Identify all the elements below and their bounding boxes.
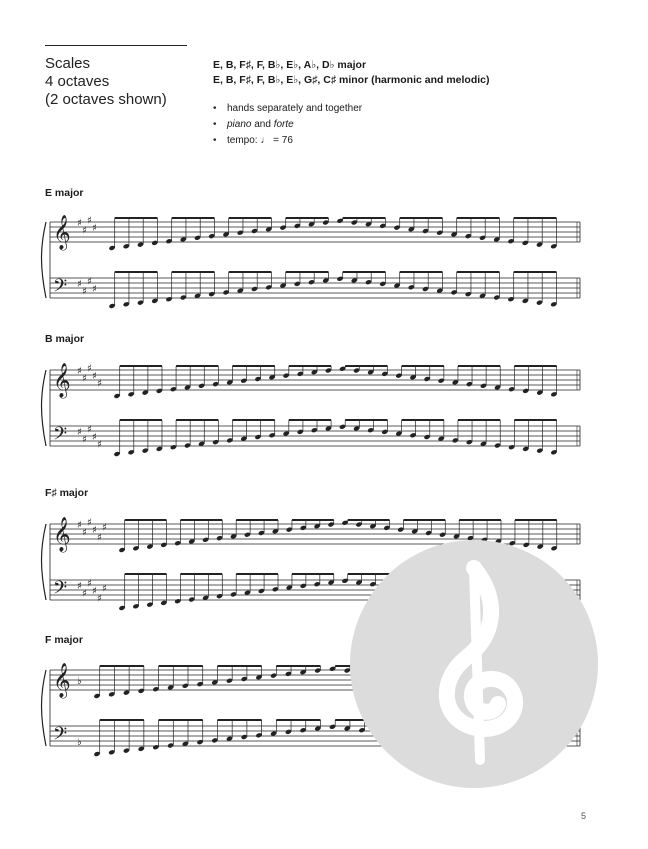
brace: [42, 370, 47, 446]
bullet-italic: forte: [273, 119, 294, 130]
brace: [42, 524, 47, 600]
key-signature-accidental: ♯: [102, 522, 107, 534]
key-signature-accidental: ♯: [77, 279, 82, 290]
bullet-dot: •: [213, 119, 217, 130]
key-signature-accidental: ♯: [77, 366, 82, 377]
key-signature-accidental: ♯: [102, 583, 107, 595]
key-signature-accidental: ♯: [82, 225, 87, 237]
title-line: 4 octaves: [45, 73, 110, 90]
bullet-dot: •: [213, 103, 217, 114]
key-signature-accidental: ♯: [82, 527, 87, 539]
bullet-text: hands separately and together: [227, 103, 363, 114]
key-signature-accidental: ♯: [87, 578, 92, 590]
key-signature-accidental: ♯: [92, 432, 97, 443]
key-signature-accidental: ♯: [77, 427, 82, 438]
bass-clef-icon: 𝄢: [53, 424, 68, 449]
bullet-dot: •: [213, 135, 217, 146]
key-signature-accidental: ♯: [82, 588, 87, 600]
key-signature-accidental: ♯: [82, 373, 87, 385]
bullet-italic: piano: [227, 119, 252, 130]
page-number: 5: [580, 811, 586, 821]
scale-requirements: [213, 58, 613, 149]
key-signature-accidental: ♯: [97, 532, 102, 544]
bullet-item: [213, 101, 613, 117]
bullet-item: [213, 133, 613, 149]
brace: [42, 670, 47, 746]
key-signature-accidental: ♯: [92, 586, 97, 597]
key-signature-accidental: ♯: [77, 581, 82, 592]
b-major-system: [0, 348, 648, 478]
key-signature-accidental: ♯: [87, 276, 92, 288]
minor-keys-line: E, B, F♯, F, B♭, E♭, G♯, C♯ minor (harmonic and melodic): [213, 74, 490, 86]
key-signature-accidental: ♯: [92, 371, 97, 382]
key-signature-accidental: ♯: [77, 520, 82, 531]
scale-label: F major: [45, 634, 83, 646]
treble-clef-watermark-icon: [348, 538, 600, 790]
key-signature-accidental: ♭: [77, 676, 82, 687]
bullet-list: [213, 101, 613, 149]
key-signature-accidental: ♯: [82, 434, 87, 446]
treble-clef-icon: 𝄞: [53, 215, 71, 250]
title-line: (2 octaves shown): [45, 91, 167, 108]
key-signature-accidental: ♯: [97, 439, 102, 451]
bass-clef-icon: 𝄢: [53, 276, 68, 301]
treble-clef-icon: 𝄞: [53, 517, 71, 552]
scale-label: F♯ major: [45, 487, 89, 499]
bass-clef-icon: 𝄢: [53, 578, 68, 603]
key-signature-accidental: ♯: [97, 593, 102, 605]
treble-clef-icon: 𝄞: [53, 363, 71, 398]
bullet-text: tempo:: [227, 135, 261, 146]
bullet-text: and: [251, 119, 274, 130]
treble-clef-icon: 𝄞: [53, 663, 71, 698]
key-signature-accidental: ♯: [92, 284, 97, 295]
tempo-marking: ♩ = 76: [260, 135, 293, 146]
e-major-system: [0, 200, 648, 330]
bass-clef-icon: 𝄢: [53, 724, 68, 749]
title-line: Scales: [45, 55, 91, 72]
brace: [42, 222, 47, 298]
bullet-item: [213, 117, 613, 133]
page-title: [45, 55, 205, 109]
key-signature-accidental: ♯: [92, 223, 97, 234]
key-signature-accidental: ♯: [97, 378, 102, 390]
key-signature-accidental: ♯: [87, 517, 92, 529]
scale-label: E major: [45, 187, 84, 199]
key-signature-accidental: ♯: [82, 286, 87, 298]
key-signature-accidental: ♯: [87, 424, 92, 436]
major-keys-line: E, B, F♯, F, B♭, E♭, A♭, D♭ major: [213, 59, 367, 71]
key-signature-accidental: ♯: [92, 525, 97, 536]
key-signature-accidental: ♯: [87, 363, 92, 375]
header-rule: [45, 45, 187, 46]
scale-label: B major: [45, 333, 85, 345]
key-signature-accidental: ♯: [87, 215, 92, 227]
key-signature-accidental: ♭: [77, 737, 82, 748]
key-signature-accidental: ♯: [77, 218, 82, 229]
